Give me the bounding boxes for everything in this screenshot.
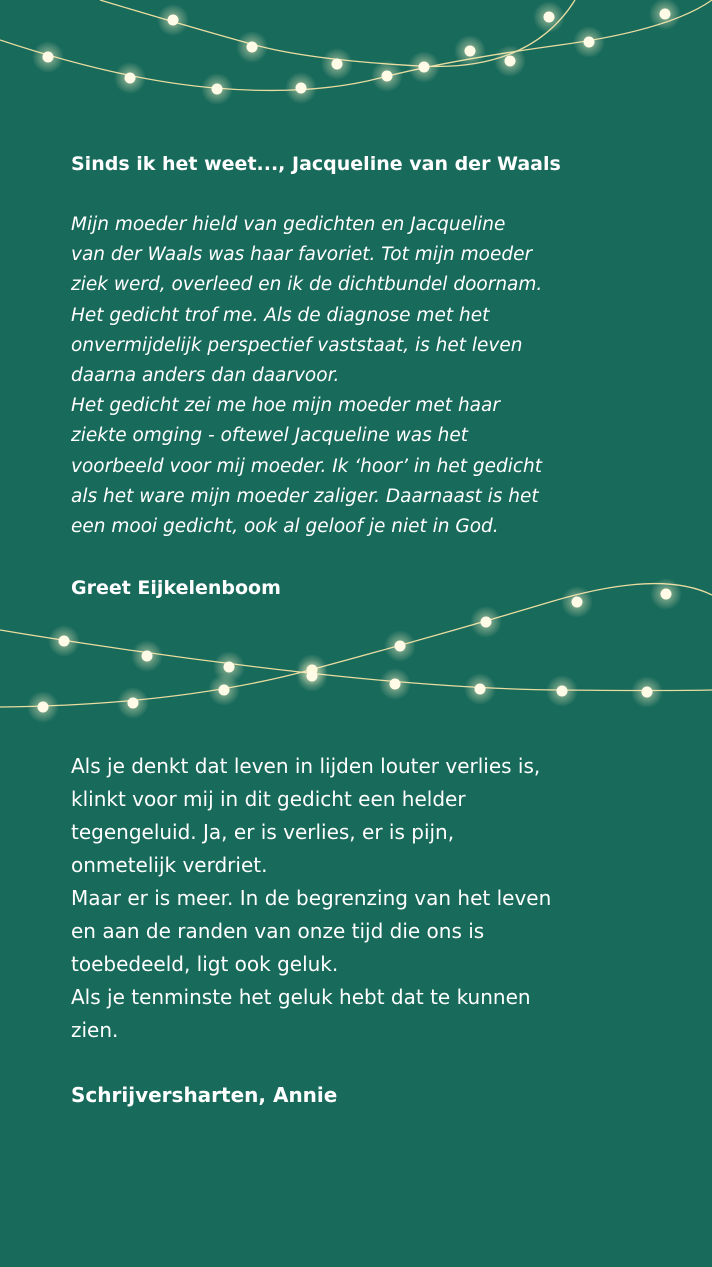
light-wire bbox=[0, 584, 712, 707]
light-bulb bbox=[390, 679, 401, 690]
reflection-2-line: Als je denkt dat leven in lijden louter verlies is, bbox=[71, 754, 541, 778]
light-bulb bbox=[142, 651, 153, 662]
light-bulb bbox=[59, 636, 70, 647]
light-bulb bbox=[43, 52, 54, 63]
reflection-1-line: als het ware mijn moeder zaliger. Daarnaast is het bbox=[71, 485, 539, 507]
light-bulb bbox=[38, 702, 49, 713]
light-bulb bbox=[572, 597, 583, 608]
reflection-1-text bbox=[71, 210, 661, 542]
reflection-2-line: en aan de randen van onze tijd die ons is bbox=[71, 919, 485, 943]
reflection-2-line: tegengeluid. Ja, er is verlies, er is pijn, bbox=[71, 820, 455, 844]
light-bulb bbox=[224, 662, 235, 673]
light-bulb bbox=[481, 617, 492, 628]
light-bulb bbox=[125, 73, 136, 84]
light-bulb bbox=[544, 12, 555, 23]
reflection-2-line: Maar er is meer. In de begrenzing van het leven bbox=[71, 886, 552, 910]
light-bulb bbox=[296, 83, 307, 94]
light-wire bbox=[0, 0, 712, 90]
reflection-1-line: Het gedicht zei me hoe mijn moeder met haar bbox=[71, 395, 500, 417]
light-bulb bbox=[382, 71, 393, 82]
light-bulb bbox=[128, 698, 139, 709]
light-bulb bbox=[584, 37, 595, 48]
light-bulb bbox=[168, 15, 179, 26]
reflection-2-text bbox=[71, 750, 671, 1047]
reflection-1-line: Het gedicht trof me. Als de diagnose met het bbox=[71, 304, 490, 326]
reflection-1-line: ziekte omging - oftewel Jacqueline was het bbox=[71, 425, 469, 447]
reflection-1-line: voorbeeld voor mij moeder. Ik ‘hoor’ in het gedicht bbox=[71, 455, 543, 477]
light-bulb bbox=[332, 59, 343, 70]
reflection-1-line: ziek werd, overleed en ik de dichtbundel doornam. bbox=[71, 274, 543, 296]
reflection-2-line: toebedeeld, ligt ook geluk. bbox=[71, 952, 339, 976]
light-bulb bbox=[307, 671, 318, 682]
reflection-1-line: Mijn moeder hield van gedichten en Jacqueline bbox=[71, 214, 506, 235]
light-bulb bbox=[557, 686, 568, 697]
light-bulb bbox=[475, 684, 486, 695]
poem-title: Sinds ik het weet..., Jacqueline van der Waals bbox=[71, 153, 561, 175]
reflection-2-line: klinkt voor mij in dit gedicht een helder bbox=[71, 787, 466, 811]
string-lights-top bbox=[0, 0, 712, 110]
light-bulb bbox=[212, 84, 223, 95]
reflection-1-line: van der Waals was haar favoriet. Tot mijn moeder bbox=[71, 244, 533, 266]
light-wire bbox=[0, 630, 712, 691]
reflection-2-line: zien. bbox=[71, 1018, 119, 1042]
reflection-2-line: onmetelijk verdriet. bbox=[71, 853, 268, 877]
light-bulb bbox=[219, 685, 230, 696]
light-bulb bbox=[642, 687, 653, 698]
light-bulb bbox=[660, 9, 671, 20]
light-bulb bbox=[419, 62, 430, 73]
light-bulb bbox=[661, 589, 672, 600]
reflection-1-line: onvermijdelijk perspectief vaststaat, is het leven bbox=[71, 334, 523, 356]
light-bulb bbox=[465, 46, 476, 57]
reflection-1-author: Greet Eijkelenboom bbox=[71, 577, 281, 599]
light-bulb bbox=[395, 641, 406, 652]
reflection-2-author: Schrijversharten, Annie bbox=[71, 1083, 338, 1107]
light-bulb bbox=[505, 56, 516, 67]
string-lights-middle bbox=[0, 575, 712, 725]
reflection-2-line: Als je tenminste het geluk hebt dat te kunnen bbox=[71, 985, 531, 1009]
light-bulb bbox=[247, 42, 258, 53]
reflection-1-line: daarna anders dan daarvoor. bbox=[71, 365, 340, 387]
reflection-1-line: een mooi gedicht, ook al geloof je niet in God. bbox=[71, 516, 499, 538]
